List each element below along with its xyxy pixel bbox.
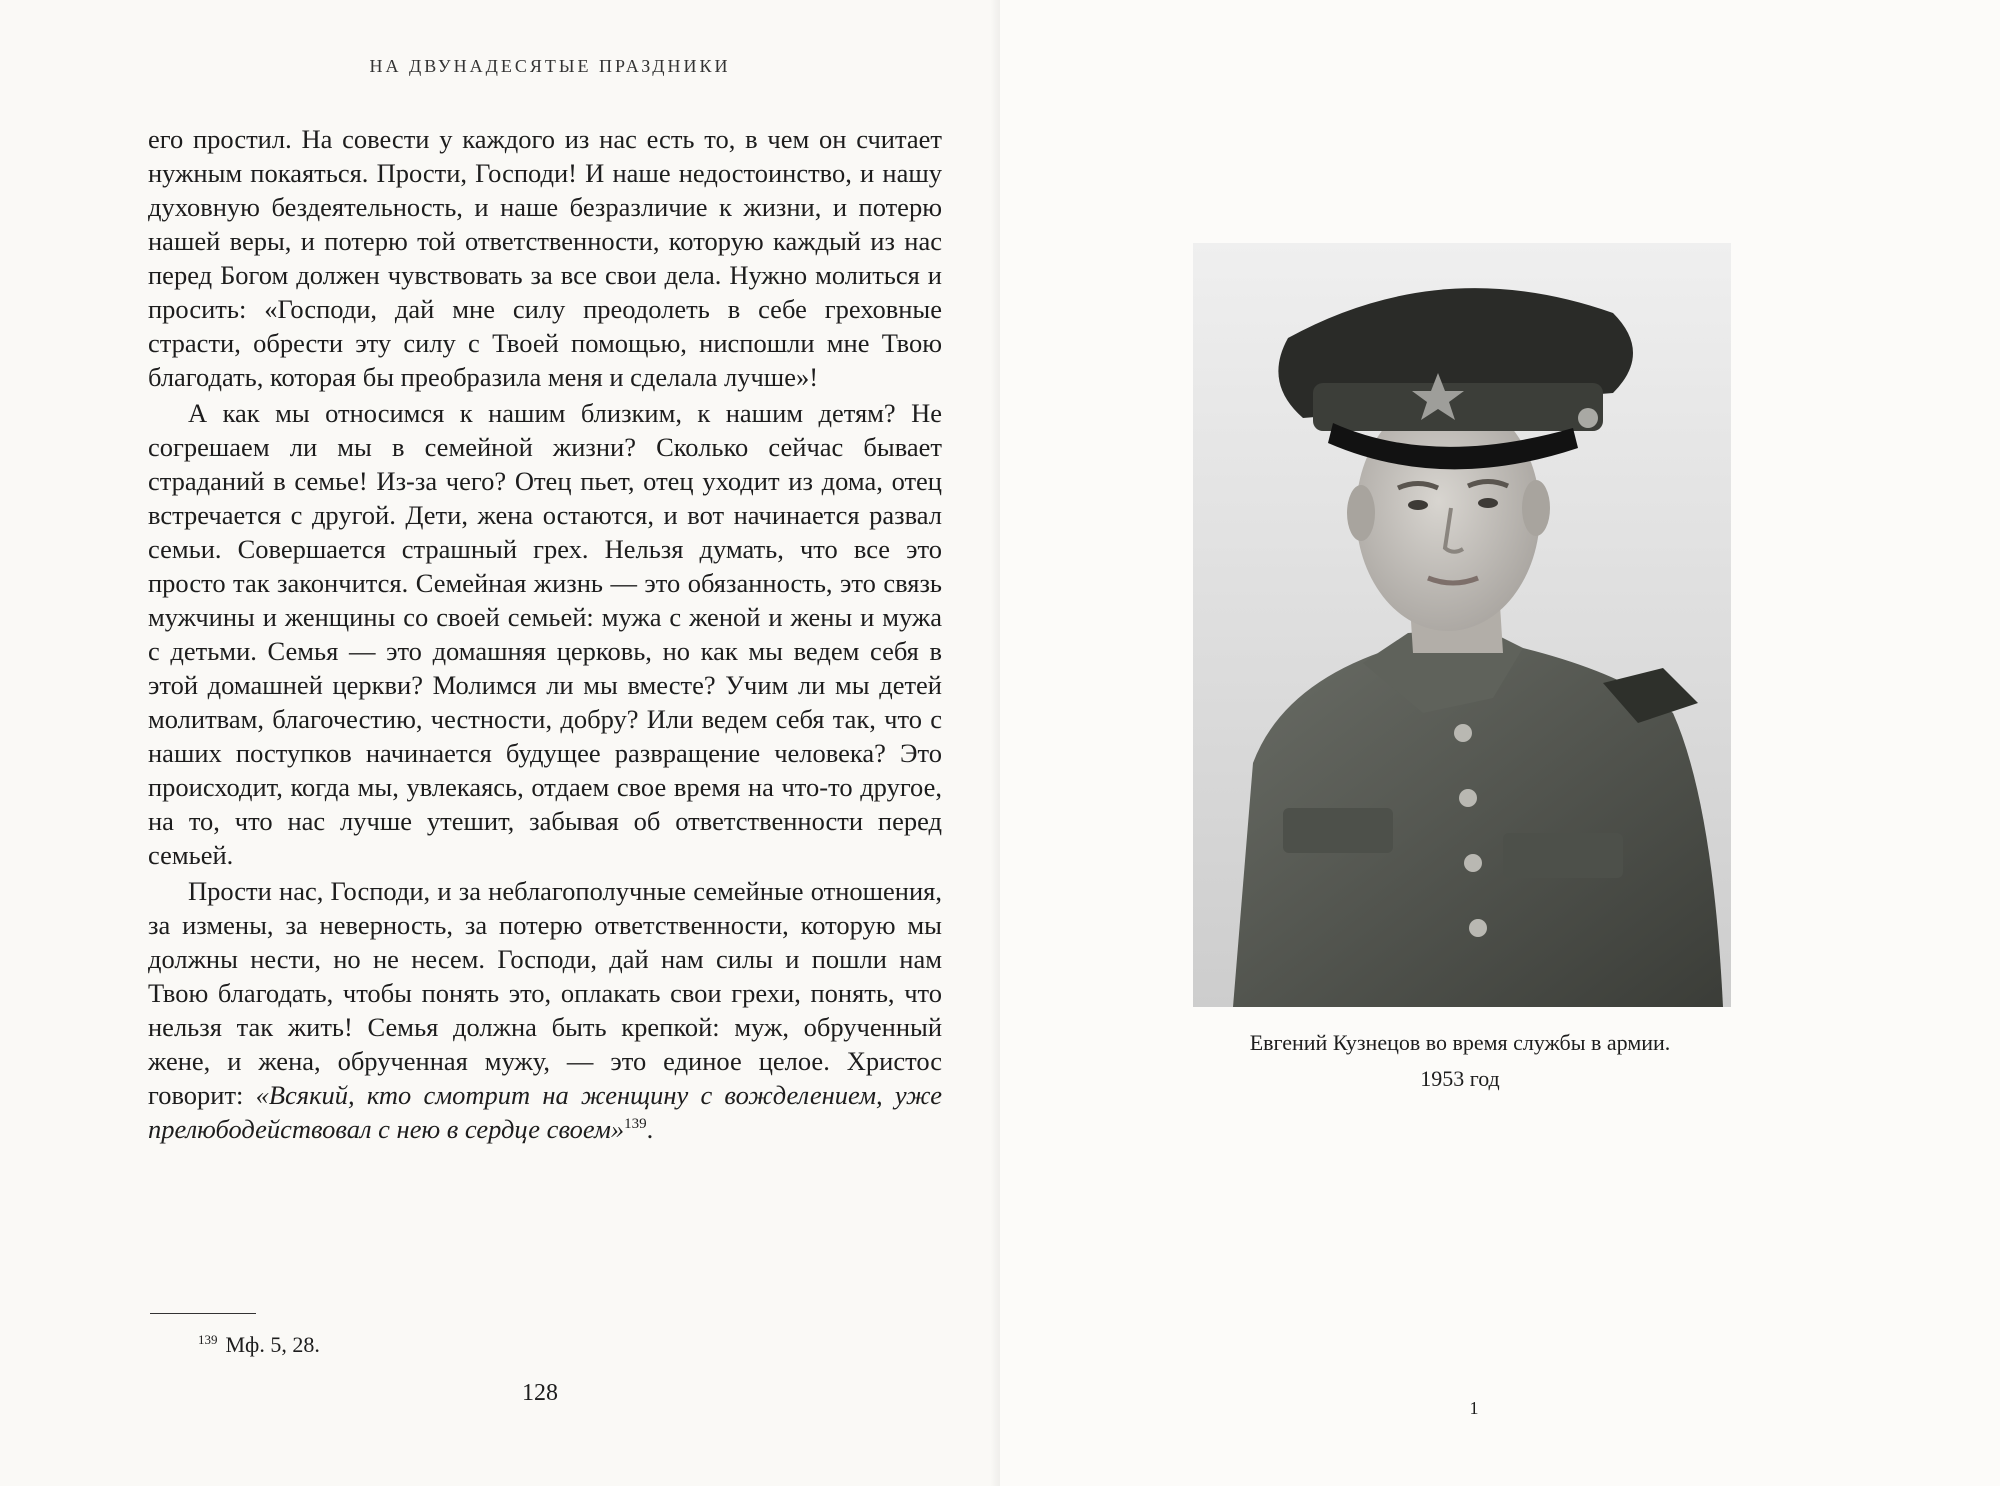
- right-ear: [1522, 480, 1550, 536]
- page-number-right: 1: [1469, 1398, 1479, 1418]
- button-3: [1464, 854, 1482, 872]
- button-1: [1454, 724, 1472, 742]
- footnote-reference[interactable]: 139: [624, 1116, 647, 1132]
- left-ear: [1347, 485, 1375, 541]
- caption-line-1: Евгений Кузнецов во время службы в армии.: [1249, 1030, 1671, 1055]
- photo-caption: [1160, 1025, 1760, 1097]
- paragraph-3-text: Прости нас, Господи, и за неблагополучные семейные отношения, за измены, за неверность, за потерю ответственности, которую мы должны нести, но не несем. Господи, дай нам силы и пошли нам Твою благодать, чтобы понять это, оплакать свои грехи, понять, что нельзя так жить! Семья должна быть крепкой: муж, обрученный жене, и жена, обрученная мужу, — это единое целое. Христос говорит:: [148, 876, 942, 1110]
- running-head: НА ДВУНАДЕСЯТЫЕ ПРАЗДНИКИ: [369, 56, 731, 76]
- portrait-illustration: [1193, 243, 1731, 1007]
- portrait-photo: [1193, 243, 1731, 1007]
- paragraph-3-end: .: [646, 1114, 654, 1144]
- button-4: [1469, 919, 1487, 937]
- caption-line-2: 1953 год: [1420, 1066, 1500, 1091]
- paragraph-3: [148, 874, 942, 1146]
- footnote-text: Мф. 5, 28.: [225, 1332, 320, 1357]
- scripture-quote: «Всякий, кто смотрит на женщину с вожделением, уже прелюбодействовал с нею в сердце своем»: [148, 1080, 942, 1144]
- footnote: [198, 1330, 320, 1360]
- left-eye: [1408, 500, 1428, 510]
- left-pocket: [1283, 808, 1393, 853]
- right-pocket: [1503, 833, 1623, 878]
- page-number-left: 128: [522, 1380, 558, 1406]
- main-text: [148, 122, 942, 1146]
- button-2: [1459, 789, 1477, 807]
- cap-button: [1578, 408, 1598, 428]
- right-eye: [1478, 498, 1498, 508]
- footnote-rule: [150, 1313, 256, 1314]
- cap-band: [1313, 383, 1603, 431]
- paragraph-1: его простил. На совести у каждого из нас есть то, в чем он считает нужным покаяться. Прости, Господи! И наше недостоинство, и нашу духовную бездеятельность, и наше безразличие к жизни, и потерю нашей веры, и потерю той ответственности, которую каждый из нас перед Богом должен чувствовать за все свои дела. Нужно молиться и просить: «Господи, дай мне силу преодолеть в себе греховные страсти, обрести эту силу с Твоей помощью, ниспошли мне Твою благодать, которая бы преобразила меня и сделала лучше»!: [148, 124, 942, 392]
- footnote-number: 139: [198, 1332, 218, 1347]
- paragraph-2: А как мы относимся к нашим близким, к нашим детям? Не согрешаем ли мы в семейной жизни? Сколько сейчас бывает страданий в семье! Из-за чего? Отец пьет, отец уходит из дома, отец встречается с другой. Дети, жена остаются, и вот начинается развал семьи. Совершается страшный грех. Нельзя думать, что все это просто так закончится. Семейная жизнь — это обязанность, это связь мужчины и женщины со своей семьей: мужа с женой и жены и мужа с детьми. Семья — это домашняя церковь, но как мы ведем себя в этой домашней церкви? Молимся ли мы вместе? Учим ли мы детей молитвам, благочестию, честности, добру? Или ведем себя так, что с наших поступков начинается будущее развращение человека? Это происходит, когда мы, увлекаясь, отдаем свое время на что-то другое, на то, что нас лучше утешит, забывая об ответственности перед семьей.: [148, 398, 942, 870]
